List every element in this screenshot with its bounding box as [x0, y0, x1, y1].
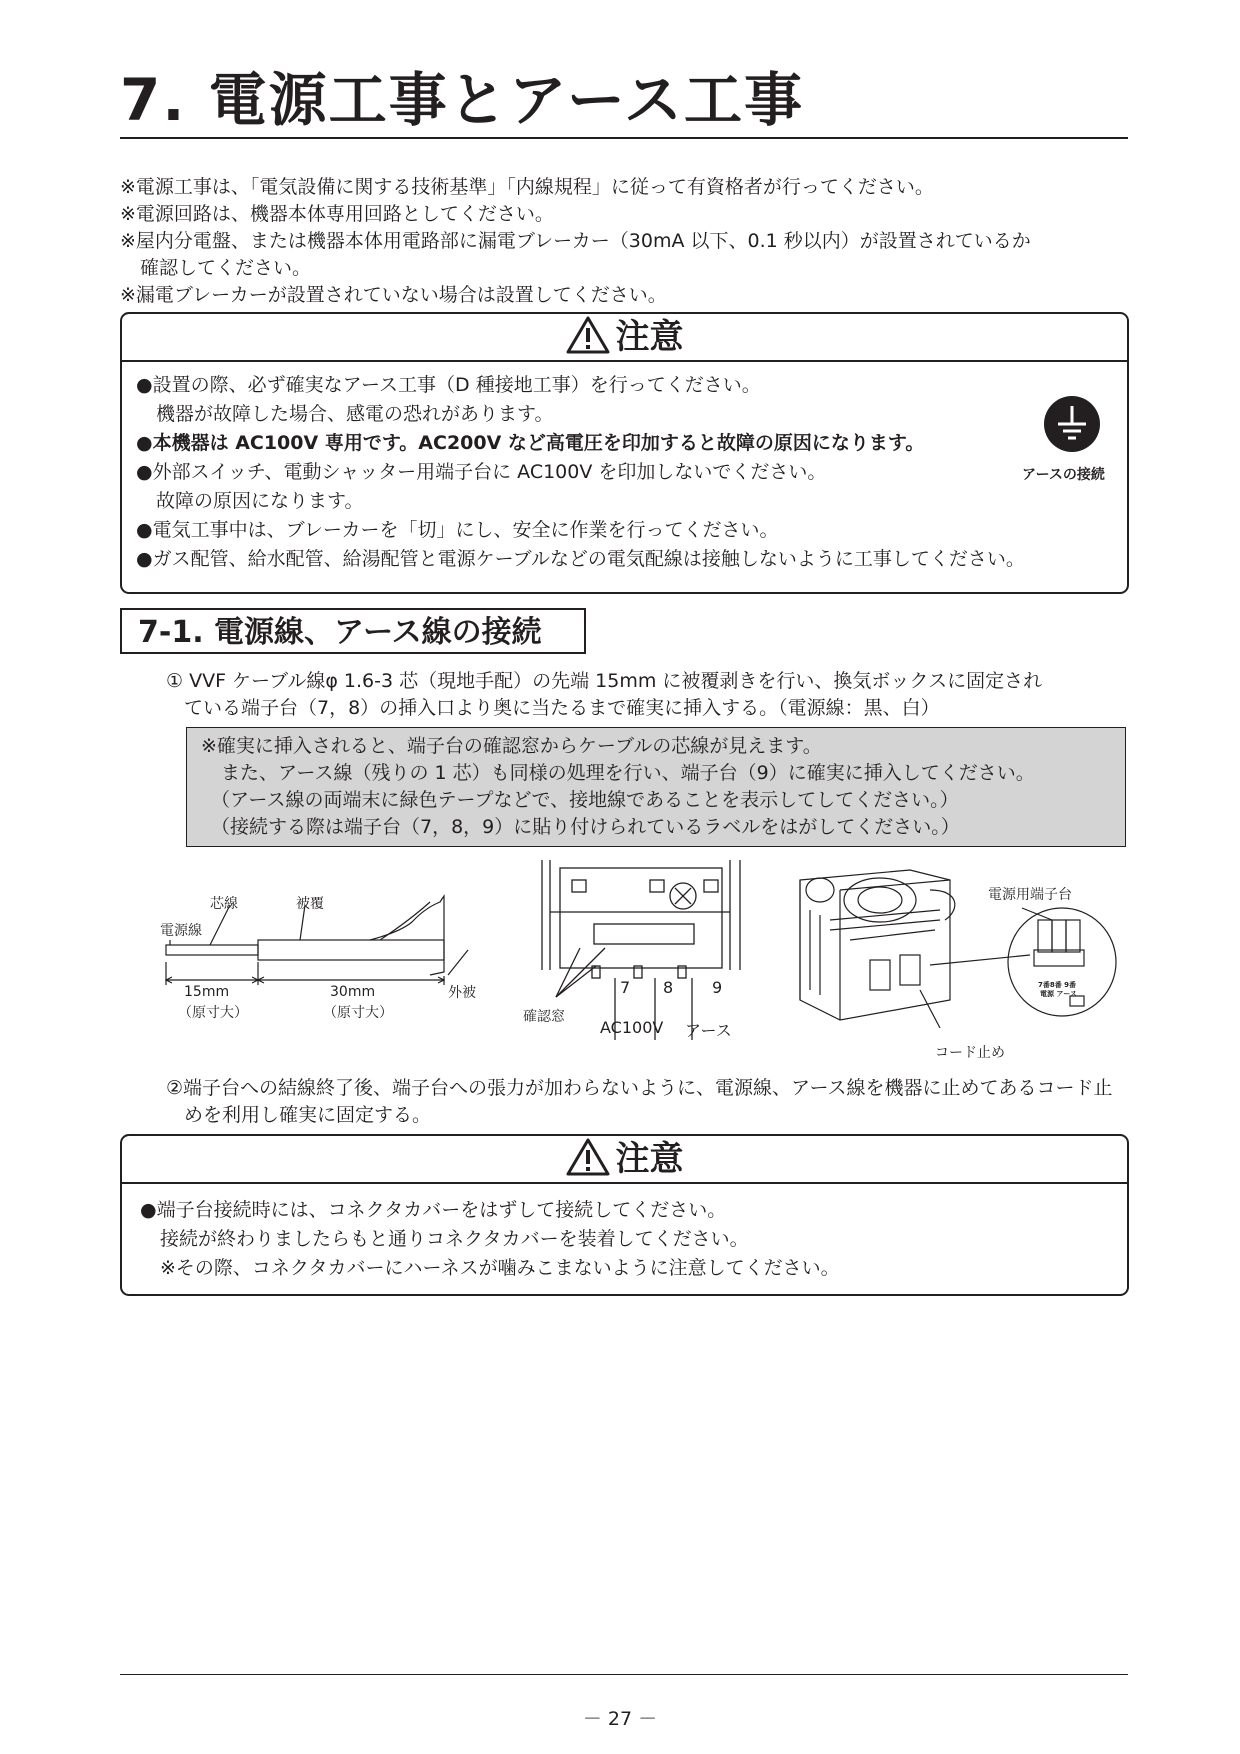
note-line: ※漏電ブレーカーが設置されていない場合は設置してください。: [120, 284, 667, 306]
label-check-window: 確認窓: [523, 1009, 565, 1025]
section-title: 7-1. 電源線、アース線の接続: [120, 608, 586, 654]
label-power-wire: 電源線: [160, 923, 202, 939]
caution-item: ●電気工事中は、ブレーカーを「切」にし、安全に作業を行ってください。: [136, 519, 779, 541]
caution-heading: [122, 314, 1127, 362]
label-dim-30mm-note: （原寸大）: [323, 1005, 393, 1021]
terminal-number-8: 8: [663, 978, 674, 997]
gray-note-line: ※確実に挿入されると、端子台の確認窓からケーブルの芯線が見えます。: [201, 735, 822, 757]
step-2-line: めを利用し確実に固定する。: [184, 1104, 432, 1126]
label-outer: 外被: [448, 985, 476, 1001]
caution-item: ●ガス配管、給水配管、給湯配管と電源ケーブルなどの電気配線は接触しないように工事してください。: [136, 548, 1025, 570]
warning-triangle-icon: [566, 1138, 610, 1176]
gray-note-line: また、アース線（残りの 1 芯）も同様の処理を行い、端子台（9）に確実に挿入してください。: [221, 762, 1035, 784]
label-ac100v: AC100V: [600, 1018, 664, 1037]
label-sheath: 被覆: [296, 896, 324, 912]
gray-note-line: （接続する際は端子台（7，8，9）に貼り付けられているラベルをはがしてください。）: [211, 816, 960, 838]
step-1-line: ① VVF ケーブル線φ 1.6-3 芯（現地手配）の先端 15mm に被覆剥きを行い、換気ボックスに固定され: [166, 670, 1043, 692]
caution-item: ●本機器は AC100V 専用です。AC200V など高電圧を印加すると故障の原因になります。: [136, 432, 925, 454]
label-dim-30mm: 30mm: [330, 984, 376, 1000]
warning-triangle-icon: [566, 316, 610, 354]
footer-rule: [120, 1674, 1128, 1675]
caution-item: ●端子台接続時には、コネクタカバーをはずして接続してください。: [140, 1199, 727, 1221]
label-dim-15mm: 15mm: [184, 984, 230, 1000]
caution-item-cont: 接続が終わりましたらもと通りコネクタカバーを装着してください。: [160, 1228, 749, 1250]
gray-note-box: [186, 727, 1126, 847]
note-line: 確認してください。: [140, 257, 312, 279]
caution-heading-text: 注意: [615, 1139, 684, 1179]
step-1-line: ている端子台（7，8）の挿入口より奥に当たるまで確実に挿入する。（電源線：黒、白）: [184, 697, 940, 719]
mini-label-numbers: 7番8番 9番: [1038, 981, 1077, 989]
label-cord-stop: コード止め: [935, 1045, 1005, 1061]
note-line: ※電源工事は、「電気設備に関する技術基準」「内線規程」に従って有資格者が行ってください。: [120, 176, 934, 198]
gray-note-line: （アース線の両端末に緑色テープなどで、接地線であることを表示してしてください。）: [211, 789, 959, 811]
terminal-number-9: 9: [712, 978, 723, 997]
label-earth: アース: [685, 1021, 732, 1040]
caution-heading: [122, 1136, 1127, 1184]
earth-ground-icon: [1044, 396, 1100, 452]
label-core: 芯線: [210, 896, 238, 912]
caution-item: ●外部スイッチ、電動シャッター用端子台に AC100V を印加しないでください。: [136, 461, 827, 483]
label-dim-15mm-note: （原寸大）: [178, 1005, 248, 1021]
title-rule: [120, 137, 1128, 139]
label-power-terminal: 電源用端子台: [988, 887, 1072, 903]
caution-heading-text: 注意: [615, 317, 684, 357]
step-2-line: ②端子台への結線終了後、端子台への張力が加わらないように、電源線、アース線を機器に止めてあるコード止: [166, 1077, 1113, 1099]
mini-label-power-earth: 電源 アース: [1040, 990, 1077, 998]
caution-item: ●設置の際、必ず確実なアース工事（D 種接地工事）を行ってください。: [136, 374, 761, 396]
note-line: ※屋内分電盤、または機器本体用電路部に漏電ブレーカー（30mA 以下、0.1 秒以内）が設置されているか: [120, 230, 1031, 252]
earth-label: アースの接続: [1022, 467, 1105, 483]
caution-box: [120, 312, 1129, 594]
caution-item-cont: ※その際、コネクタカバーにハーネスが噛みこまないように注意してください。: [160, 1257, 840, 1279]
caution-box: [120, 1134, 1129, 1296]
note-line: ※電源回路は、機器本体専用回路としてください。: [120, 203, 554, 225]
caution-item-cont: 機器が故障した場合、感電の恐れがあります。: [156, 403, 554, 425]
caution-item-cont: 故障の原因になります。: [156, 490, 364, 512]
page-number: － 27 －: [582, 1708, 658, 1730]
page-title: 7. 電源工事とアース工事: [120, 66, 804, 134]
terminal-number-7: 7: [620, 978, 631, 997]
